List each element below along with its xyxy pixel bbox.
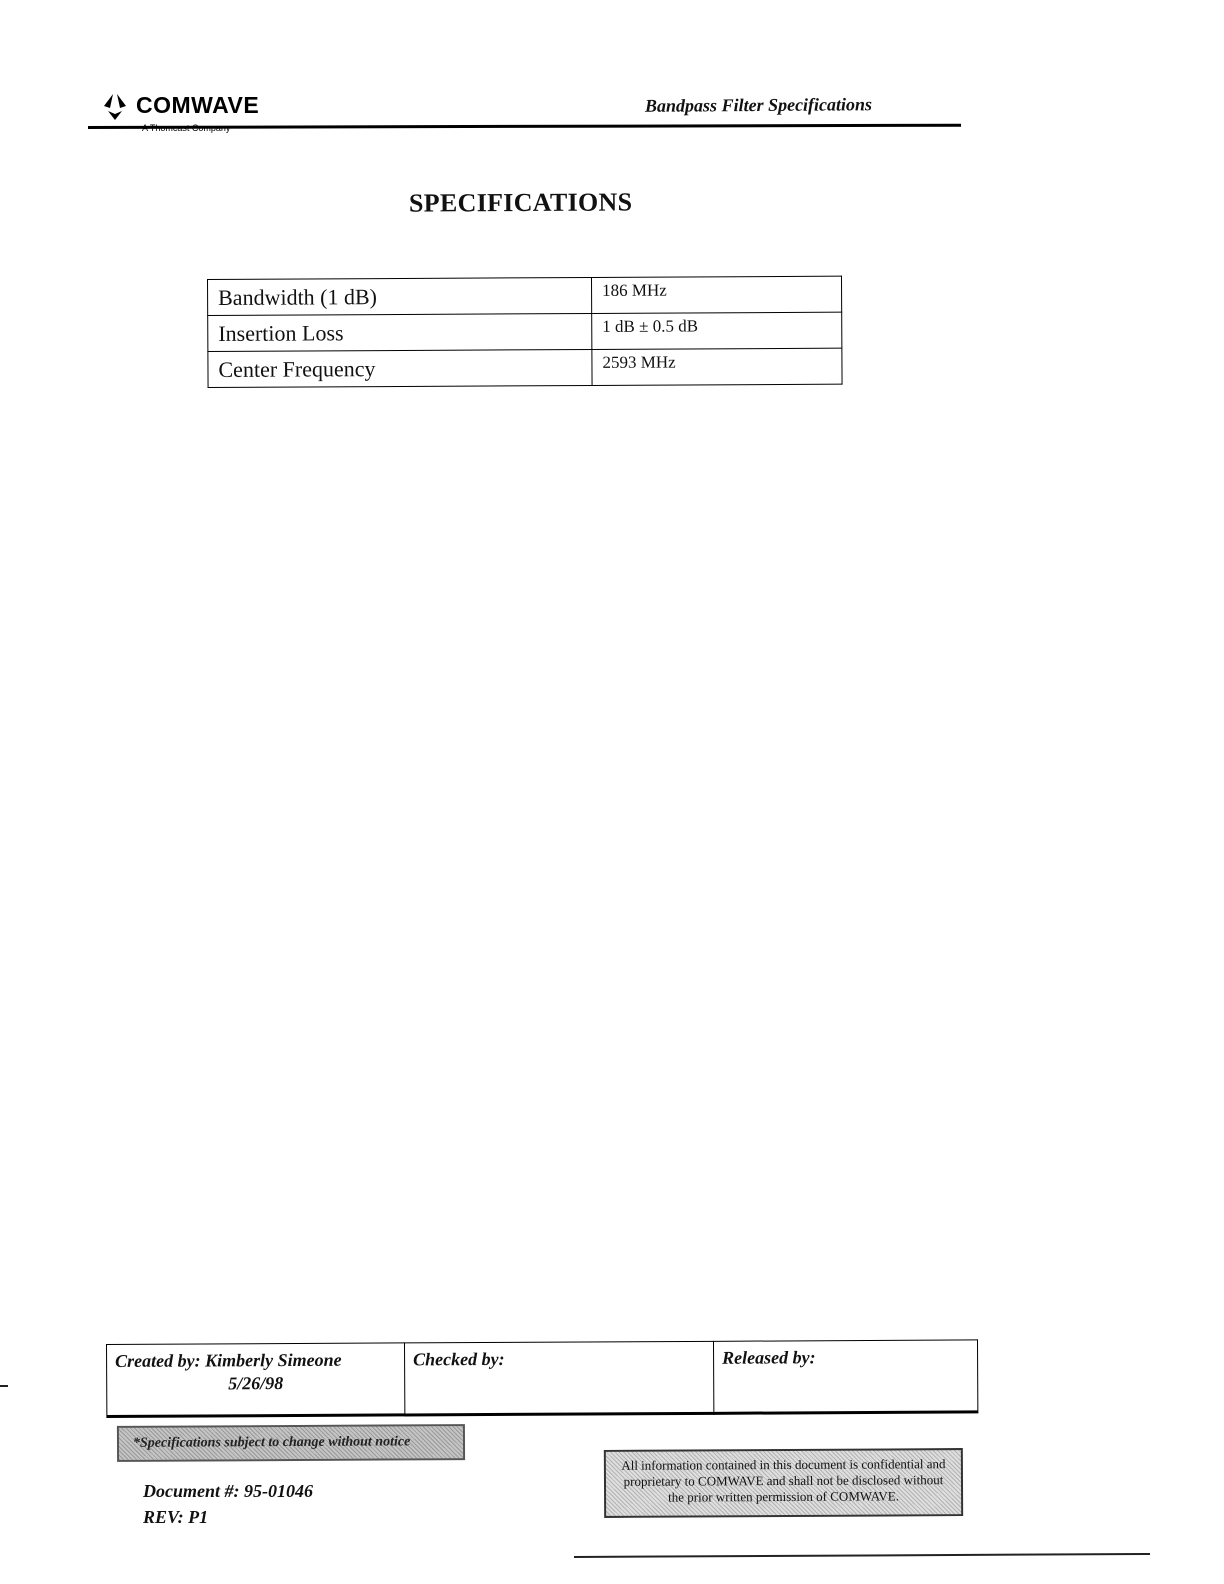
margin-mark	[0, 1385, 8, 1387]
released-by-label: Released by:	[722, 1347, 816, 1368]
specifications-table	[207, 276, 843, 388]
table-row	[208, 312, 842, 351]
bottom-divider	[574, 1553, 1150, 1558]
document-revision: REV: P1	[143, 1507, 209, 1527]
created-date: 5/26/98	[228, 1373, 284, 1394]
company-logo	[100, 92, 275, 137]
confidentiality-box	[604, 1448, 963, 1518]
confidentiality-text: All information contained in this document is confidential and proprietary to COMWAVE and shall not be disclosed without the prior written permission of COMWAVE.	[621, 1456, 946, 1505]
created-by-label: Created by: Kimberly Simeone	[115, 1349, 342, 1371]
document-number: Document #: 95-01046	[143, 1481, 313, 1501]
spec-value: 1 dB ± 0.5 dB	[592, 312, 842, 349]
company-name: COMWAVE	[136, 92, 260, 118]
spec-label: Center Frequency	[208, 349, 592, 387]
page-heading: SPECIFICATIONS	[408, 187, 633, 218]
document-info	[143, 1478, 313, 1530]
table-row	[208, 276, 842, 315]
notice-text: *Specifications subject to change without notice	[132, 1434, 411, 1451]
spec-value: 2593 MHz	[592, 348, 842, 385]
spec-label: Insertion Loss	[208, 313, 592, 351]
notice-box	[117, 1424, 465, 1462]
document-title: Bandpass Filter Specifications	[644, 94, 873, 116]
created-by-cell	[107, 1343, 405, 1417]
spec-value: 186 MHz	[591, 276, 841, 313]
signoff-row	[107, 1340, 978, 1417]
released-by-cell	[713, 1340, 977, 1413]
comwave-logo-icon	[100, 92, 130, 122]
spec-label: Bandwidth (1 dB)	[208, 277, 592, 315]
table-row	[208, 348, 842, 387]
checked-by-cell	[404, 1341, 713, 1415]
checked-by-label: Checked by:	[413, 1348, 505, 1370]
signoff-table	[106, 1339, 978, 1418]
